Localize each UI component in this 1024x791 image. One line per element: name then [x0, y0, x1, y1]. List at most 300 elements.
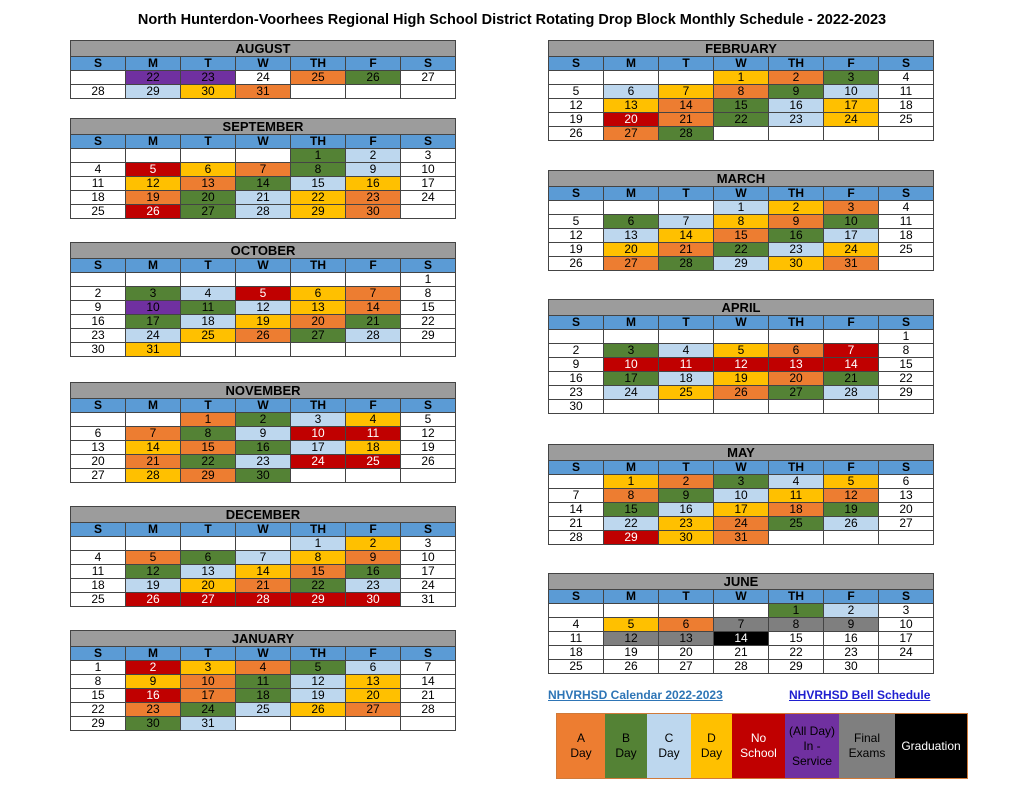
date-cell: 16 — [71, 315, 126, 329]
day-header: S — [879, 461, 934, 475]
date-cell: 21 — [401, 689, 456, 703]
date-cell: 13 — [604, 99, 659, 113]
date-cell: 29 — [126, 85, 181, 99]
day-header: T — [181, 523, 236, 537]
day-header: S — [401, 135, 456, 149]
date-cell: 15 — [604, 503, 659, 517]
date-cell: 13 — [291, 301, 346, 315]
date-cell — [769, 531, 824, 545]
day-header: W — [236, 523, 291, 537]
date-cell: 11 — [659, 358, 714, 372]
date-cell: 10 — [401, 163, 456, 177]
date-cell: 1 — [879, 330, 934, 344]
date-cell: 11 — [879, 85, 934, 99]
date-cell: 23 — [549, 386, 604, 400]
date-cell: 6 — [769, 344, 824, 358]
date-cell: 6 — [71, 427, 126, 441]
color-legend — [556, 713, 968, 779]
date-cell: 23 — [181, 71, 236, 85]
week-row — [549, 229, 934, 243]
day-header: S — [71, 523, 126, 537]
day-header: S — [401, 57, 456, 71]
date-cell — [291, 717, 346, 731]
date-cell: 5 — [126, 163, 181, 177]
day-header: S — [71, 57, 126, 71]
day-header: TH — [769, 461, 824, 475]
date-cell: 23 — [769, 243, 824, 257]
week-row — [71, 455, 456, 469]
date-cell: 23 — [659, 517, 714, 531]
day-header: F — [346, 259, 401, 273]
week-row — [549, 400, 934, 414]
date-cell: 28 — [549, 531, 604, 545]
date-cell — [659, 400, 714, 414]
date-cell: 25 — [291, 71, 346, 85]
legend-item-f: Final Exams — [839, 714, 895, 778]
date-cell: 7 — [126, 427, 181, 441]
date-cell: 2 — [769, 71, 824, 85]
date-cell — [126, 273, 181, 287]
date-cell: 26 — [714, 386, 769, 400]
date-cell: 13 — [879, 489, 934, 503]
date-cell: 3 — [714, 475, 769, 489]
date-cell: 25 — [236, 703, 291, 717]
date-cell — [549, 201, 604, 215]
date-cell: 25 — [71, 593, 126, 607]
legend-item-c: C Day — [647, 714, 691, 778]
date-cell: 19 — [126, 579, 181, 593]
date-cell: 4 — [236, 661, 291, 675]
date-cell: 11 — [236, 675, 291, 689]
date-cell: 19 — [824, 503, 879, 517]
date-cell: 9 — [549, 358, 604, 372]
day-header: S — [71, 647, 126, 661]
date-cell: 20 — [769, 372, 824, 386]
day-header: W — [714, 57, 769, 71]
date-cell — [401, 717, 456, 731]
day-header: T — [181, 259, 236, 273]
date-cell: 24 — [824, 113, 879, 127]
date-cell: 20 — [346, 689, 401, 703]
date-cell: 19 — [291, 689, 346, 703]
day-header: M — [126, 399, 181, 413]
date-cell: 18 — [769, 503, 824, 517]
date-cell: 14 — [236, 565, 291, 579]
week-row — [549, 503, 934, 517]
date-cell: 26 — [236, 329, 291, 343]
date-cell: 21 — [659, 243, 714, 257]
week-row — [71, 163, 456, 177]
date-cell: 27 — [604, 127, 659, 141]
date-cell: 9 — [769, 215, 824, 229]
date-cell: 12 — [126, 565, 181, 579]
week-row — [549, 372, 934, 386]
date-cell: 31 — [401, 593, 456, 607]
date-cell: 11 — [181, 301, 236, 315]
month-name: JUNE — [549, 574, 934, 590]
day-header: S — [879, 590, 934, 604]
date-cell — [291, 273, 346, 287]
legend-item-g: Graduation — [895, 714, 967, 778]
date-cell: 9 — [346, 551, 401, 565]
date-cell: 31 — [126, 343, 181, 357]
date-cell: 1 — [769, 604, 824, 618]
month-name: AUGUST — [71, 41, 456, 57]
date-cell: 20 — [291, 315, 346, 329]
date-cell: 27 — [291, 329, 346, 343]
date-cell — [71, 413, 126, 427]
date-cell: 14 — [659, 229, 714, 243]
date-cell — [181, 537, 236, 551]
day-header: M — [126, 259, 181, 273]
date-cell: 24 — [126, 329, 181, 343]
month-name: JANUARY — [71, 631, 456, 647]
date-cell — [236, 343, 291, 357]
week-row — [71, 537, 456, 551]
date-cell: 10 — [604, 358, 659, 372]
date-cell: 7 — [236, 551, 291, 565]
date-cell: 9 — [769, 85, 824, 99]
week-row — [549, 127, 934, 141]
date-cell: 18 — [71, 579, 126, 593]
date-cell — [769, 400, 824, 414]
date-cell: 25 — [346, 455, 401, 469]
day-header: S — [879, 187, 934, 201]
day-header: W — [236, 647, 291, 661]
date-cell: 17 — [181, 689, 236, 703]
date-cell: 18 — [879, 229, 934, 243]
month-name: NOVEMBER — [71, 383, 456, 399]
date-cell: 28 — [714, 660, 769, 674]
date-cell: 7 — [824, 344, 879, 358]
date-cell: 14 — [659, 99, 714, 113]
date-cell: 25 — [879, 113, 934, 127]
bell-schedule-link[interactable]: NHVRHSD Bell Schedule — [789, 688, 931, 702]
date-cell — [346, 85, 401, 99]
date-cell: 21 — [236, 191, 291, 205]
date-cell: 23 — [71, 329, 126, 343]
date-cell: 19 — [401, 441, 456, 455]
date-cell: 5 — [236, 287, 291, 301]
date-cell — [181, 149, 236, 163]
date-cell: 3 — [126, 287, 181, 301]
date-cell: 21 — [659, 113, 714, 127]
date-cell: 21 — [714, 646, 769, 660]
day-header: S — [401, 259, 456, 273]
date-cell: 9 — [236, 427, 291, 441]
date-cell — [604, 201, 659, 215]
date-cell: 3 — [879, 604, 934, 618]
date-cell: 26 — [604, 660, 659, 674]
week-row — [71, 315, 456, 329]
date-cell: 30 — [346, 593, 401, 607]
date-cell: 16 — [126, 689, 181, 703]
date-cell: 3 — [291, 413, 346, 427]
date-cell — [604, 400, 659, 414]
date-cell: 12 — [401, 427, 456, 441]
date-cell: 13 — [769, 358, 824, 372]
week-row — [71, 675, 456, 689]
date-cell: 9 — [71, 301, 126, 315]
day-header: F — [824, 590, 879, 604]
date-cell: 12 — [549, 99, 604, 113]
date-cell: 15 — [71, 689, 126, 703]
date-cell: 16 — [346, 177, 401, 191]
date-cell: 25 — [549, 660, 604, 674]
date-cell: 10 — [181, 675, 236, 689]
date-cell: 22 — [71, 703, 126, 717]
date-cell — [824, 400, 879, 414]
date-cell: 18 — [346, 441, 401, 455]
date-cell: 23 — [769, 113, 824, 127]
month-name: DECEMBER — [71, 507, 456, 523]
date-cell: 8 — [291, 551, 346, 565]
date-cell: 18 — [549, 646, 604, 660]
date-cell: 30 — [71, 343, 126, 357]
date-cell: 26 — [291, 703, 346, 717]
date-cell — [604, 71, 659, 85]
date-cell: 23 — [346, 579, 401, 593]
date-cell: 13 — [181, 565, 236, 579]
date-cell: 14 — [549, 503, 604, 517]
date-cell — [769, 127, 824, 141]
week-row — [71, 661, 456, 675]
day-header: F — [346, 399, 401, 413]
date-cell — [659, 604, 714, 618]
day-header: TH — [291, 57, 346, 71]
date-cell — [604, 330, 659, 344]
day-header: W — [236, 135, 291, 149]
date-cell: 22 — [714, 113, 769, 127]
date-cell — [879, 400, 934, 414]
date-cell: 22 — [291, 191, 346, 205]
month-name: APRIL — [549, 300, 934, 316]
date-cell: 5 — [714, 344, 769, 358]
day-header: TH — [291, 399, 346, 413]
day-header: F — [824, 187, 879, 201]
date-cell: 8 — [769, 618, 824, 632]
date-cell: 20 — [604, 113, 659, 127]
date-cell: 11 — [71, 565, 126, 579]
date-cell: 1 — [714, 71, 769, 85]
day-header: T — [181, 57, 236, 71]
date-cell — [659, 330, 714, 344]
date-cell: 1 — [291, 537, 346, 551]
legend-item-a: A Day — [557, 714, 605, 778]
day-header: W — [236, 399, 291, 413]
day-header: F — [346, 523, 401, 537]
week-row — [71, 287, 456, 301]
date-cell — [824, 127, 879, 141]
date-cell: 7 — [236, 163, 291, 177]
date-cell: 16 — [659, 503, 714, 517]
month-calendar-september — [70, 118, 456, 219]
date-cell — [549, 330, 604, 344]
date-cell — [714, 330, 769, 344]
date-cell: 8 — [401, 287, 456, 301]
date-cell: 27 — [401, 71, 456, 85]
week-row — [549, 646, 934, 660]
date-cell — [291, 343, 346, 357]
legend-item-n: No School — [732, 714, 785, 778]
date-cell: 8 — [714, 215, 769, 229]
date-cell: 2 — [769, 201, 824, 215]
day-header: W — [714, 590, 769, 604]
date-cell: 31 — [714, 531, 769, 545]
date-cell: 10 — [126, 301, 181, 315]
date-cell — [126, 149, 181, 163]
date-cell: 14 — [401, 675, 456, 689]
date-cell: 9 — [346, 163, 401, 177]
date-cell: 24 — [879, 646, 934, 660]
date-cell: 6 — [604, 85, 659, 99]
week-row — [549, 604, 934, 618]
date-cell: 6 — [181, 163, 236, 177]
date-cell: 30 — [769, 257, 824, 271]
date-cell: 23 — [236, 455, 291, 469]
date-cell: 4 — [71, 551, 126, 565]
date-cell: 22 — [126, 71, 181, 85]
date-cell — [879, 660, 934, 674]
day-header: T — [659, 590, 714, 604]
date-cell — [401, 469, 456, 483]
date-cell: 18 — [659, 372, 714, 386]
day-header: TH — [769, 590, 824, 604]
date-cell: 24 — [291, 455, 346, 469]
date-cell: 30 — [824, 660, 879, 674]
date-cell: 2 — [71, 287, 126, 301]
date-cell: 25 — [769, 517, 824, 531]
date-cell: 4 — [879, 201, 934, 215]
week-row — [71, 177, 456, 191]
day-header: S — [71, 399, 126, 413]
date-cell: 17 — [604, 372, 659, 386]
date-cell — [236, 717, 291, 731]
date-cell: 4 — [71, 163, 126, 177]
date-cell: 30 — [126, 717, 181, 731]
date-cell: 17 — [401, 565, 456, 579]
week-row — [71, 329, 456, 343]
date-cell: 20 — [181, 579, 236, 593]
week-row — [549, 475, 934, 489]
date-cell: 22 — [291, 579, 346, 593]
date-cell: 20 — [71, 455, 126, 469]
date-cell: 26 — [549, 257, 604, 271]
date-cell: 15 — [879, 358, 934, 372]
date-cell: 8 — [714, 85, 769, 99]
date-cell: 16 — [769, 99, 824, 113]
date-cell: 8 — [879, 344, 934, 358]
date-cell: 22 — [769, 646, 824, 660]
day-header: T — [181, 399, 236, 413]
week-row — [549, 358, 934, 372]
week-row — [71, 343, 456, 357]
date-cell: 5 — [549, 215, 604, 229]
day-header: W — [714, 316, 769, 330]
date-cell: 30 — [346, 205, 401, 219]
date-cell: 28 — [659, 257, 714, 271]
date-cell: 31 — [824, 257, 879, 271]
calendar-link[interactable]: NHVRHSD Calendar 2022-2023 — [548, 688, 723, 702]
date-cell: 28 — [71, 85, 126, 99]
date-cell — [401, 205, 456, 219]
date-cell — [236, 273, 291, 287]
date-cell: 17 — [291, 441, 346, 455]
week-row — [71, 717, 456, 731]
date-cell: 29 — [291, 205, 346, 219]
date-cell: 7 — [659, 85, 714, 99]
day-header: F — [824, 57, 879, 71]
date-cell: 29 — [879, 386, 934, 400]
date-cell: 21 — [346, 315, 401, 329]
date-cell: 19 — [714, 372, 769, 386]
day-header: S — [71, 135, 126, 149]
date-cell: 1 — [291, 149, 346, 163]
date-cell: 8 — [604, 489, 659, 503]
date-cell: 27 — [71, 469, 126, 483]
day-header: F — [824, 461, 879, 475]
date-cell — [126, 537, 181, 551]
date-cell: 3 — [401, 537, 456, 551]
day-header: S — [549, 57, 604, 71]
date-cell: 29 — [71, 717, 126, 731]
month-calendar-august — [70, 40, 456, 99]
date-cell: 16 — [769, 229, 824, 243]
date-cell: 5 — [824, 475, 879, 489]
date-cell: 26 — [126, 205, 181, 219]
date-cell: 28 — [346, 329, 401, 343]
week-row — [549, 618, 934, 632]
date-cell: 29 — [401, 329, 456, 343]
week-row — [549, 531, 934, 545]
date-cell — [824, 330, 879, 344]
week-row — [71, 551, 456, 565]
date-cell — [71, 71, 126, 85]
date-cell: 24 — [401, 579, 456, 593]
date-cell — [659, 71, 714, 85]
week-row — [549, 517, 934, 531]
date-cell — [181, 343, 236, 357]
week-row — [71, 579, 456, 593]
day-header: W — [714, 187, 769, 201]
date-cell: 21 — [549, 517, 604, 531]
date-cell — [346, 273, 401, 287]
date-cell: 24 — [401, 191, 456, 205]
week-row — [549, 660, 934, 674]
date-cell: 7 — [346, 287, 401, 301]
day-header: W — [236, 57, 291, 71]
date-cell: 6 — [604, 215, 659, 229]
date-cell — [659, 201, 714, 215]
date-cell: 25 — [879, 243, 934, 257]
week-row — [549, 201, 934, 215]
date-cell — [714, 400, 769, 414]
date-cell: 20 — [879, 503, 934, 517]
date-cell: 29 — [769, 660, 824, 674]
date-cell: 15 — [291, 177, 346, 191]
week-row — [71, 205, 456, 219]
month-calendar-april — [548, 299, 934, 414]
date-cell: 29 — [604, 531, 659, 545]
date-cell: 2 — [824, 604, 879, 618]
day-header: T — [659, 57, 714, 71]
month-calendar-january — [70, 630, 456, 731]
date-cell — [346, 469, 401, 483]
date-cell: 14 — [824, 358, 879, 372]
day-header: S — [549, 187, 604, 201]
date-cell: 15 — [769, 632, 824, 646]
date-cell: 17 — [879, 632, 934, 646]
